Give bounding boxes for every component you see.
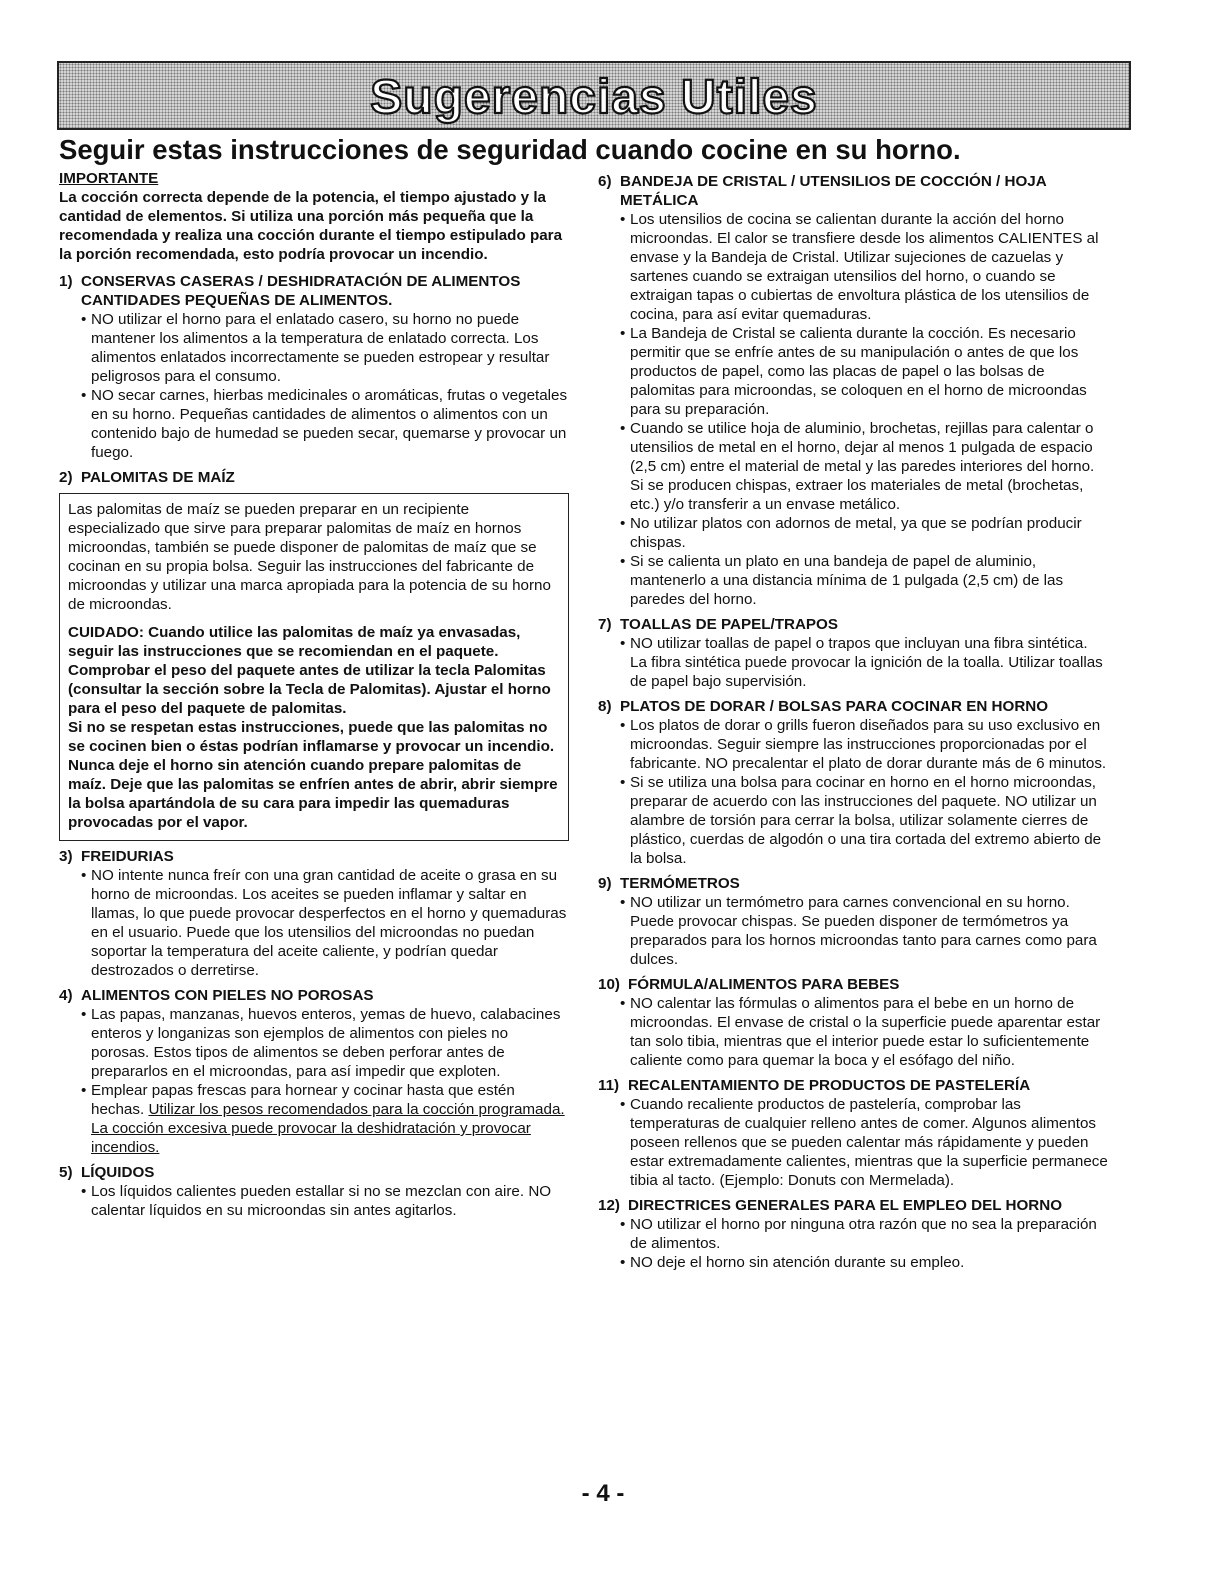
section-number: 8) xyxy=(598,698,612,715)
section-number: 2) xyxy=(59,469,73,486)
section-title xyxy=(59,986,569,1005)
section-number: 5) xyxy=(59,1164,73,1181)
list-item: • Cuando recaliente productos de pastelería, comprobar las temperaturas de cualquier relleno antes de comer. Algunos alimentos poseen rellenos que se pueden calentar más rápidamente y pueden estar extremadamente calientes, mientras que la superficie permanece tibia al tacto. (Ejemplo: Donuts con Mermelada). xyxy=(620,1095,1108,1190)
list-item: • NO intente nunca freír con una gran cantidad de aceite o grasa en su horno de microondas. Los aceites se pueden inflamar y saltar en llamas, lo que puede provocar desperfectos en el horno y quemaduras en el usuario. Puede que los utensilios del microondas no puedan soportar la temperatura del aceite caliente, y podrían quedar destrozados o derretirse. xyxy=(81,866,569,980)
list-item: • NO secar carnes, hierbas medicinales o aromáticas, frutas o vegetales en su horno. Pequeñas cantidades de alimentos o alimentos con un contenido bajo de humedad se pueden secar, quemarse y provocar un fuego. xyxy=(81,386,569,462)
section-title-text: BANDEJA DE CRISTAL / UTENSILIOS DE COCCIÓN / HOJA METÁLICA xyxy=(620,173,1047,209)
section-12 xyxy=(598,1196,1108,1272)
list-item: • Si se utiliza una bolsa para cocinar en horno en el horno microondas, preparar de acuerdo con las instrucciones del paquete. NO utilizar un alambre de torsión para cerrar la bolsa, utilizar solamente cierres de plástico, cuerdas de algodón o una tira cortada del extremo abierto de la bolsa. xyxy=(620,773,1108,868)
section-title-text: CONSERVAS CASERAS / DESHIDRATACIÓN DE ALIMENTOS CANTIDADES PEQUEÑAS DE ALIMENTOS. xyxy=(81,273,521,309)
section-number: 11) xyxy=(598,1077,620,1094)
section-5 xyxy=(59,1163,569,1220)
box-text: Las palomitas de maíz se pueden preparar en un recipiente especializado que sirve para preparar palomitas de maíz en hornos microondas, también se puede disponer de palomitas de maíz que se cocinan en su propia bolsa. Seguir las instrucciones del fabricante de microondas y utilizar una marca apropiada para la potencia de su horno de microondas. xyxy=(68,501,551,613)
section-title xyxy=(598,697,1108,716)
list-item: • NO utilizar toallas de papel o trapos que incluyan una fibra sintética. La fibra sintética puede provocar la ignición de la toalla. Utilizar toallas de papel bajo supervisión. xyxy=(620,634,1108,691)
page-heading: Seguir estas instrucciones de seguridad cuando cocine en su horno. xyxy=(59,134,961,165)
list-item: • Los utensilios de cocina se calientan durante la acción del horno microondas. El calor se transfiere desde los alimentos CALIENTES al envase y la Bandeja de Cristal. Utilizar sujeciones de cazuelas y sartenes cuando se extraigan utensilios del horno, o cuando se extraigan tapas o cubiertas de envoltura plástica de los utensilios de cocina, para así evitar quemaduras. xyxy=(620,210,1108,324)
section-8 xyxy=(598,697,1108,868)
section-title xyxy=(598,172,1108,210)
underlined-warning: Utilizar los pesos recomendados para la cocción programada. La cocción excesiva puede provocar la deshidratación y provocar incendios. xyxy=(91,1101,565,1156)
section-title xyxy=(59,1163,569,1182)
section-number: 1) xyxy=(59,273,73,290)
section-title-text: FÓRMULA/ALIMENTOS PARA BEBES xyxy=(628,976,900,993)
list-item: • Los líquidos calientes pueden estallar si no se mezclan con aire. NO calentar líquidos en su microondas sin antes agitarlos. xyxy=(81,1182,569,1220)
section-title xyxy=(598,975,1108,994)
right-column xyxy=(598,172,1108,1278)
section-title xyxy=(59,847,569,866)
section-title xyxy=(598,1196,1108,1215)
list-item: • Los platos de dorar o grills fueron diseñados para su uso exclusivo en microondas. Seguir siempre las instrucciones proporcionadas por el fabricante. NO precalentar el plato de dorar durante más de 6 minutos. xyxy=(620,716,1108,773)
section-title-text: PLATOS DE DORAR / BOLSAS PARA COCINAR EN HORNO xyxy=(620,698,1049,715)
section-2 xyxy=(59,468,569,841)
section-title-text: DIRECTRICES GENERALES PARA EL EMPLEO DEL HORNO xyxy=(628,1197,1063,1214)
left-column xyxy=(59,169,569,1226)
section-number: 12) xyxy=(598,1197,620,1214)
important-label: IMPORTANTE xyxy=(59,170,159,187)
section-3 xyxy=(59,847,569,980)
section-title-text: PALOMITAS DE MAÍZ xyxy=(81,469,235,486)
section-6 xyxy=(598,172,1108,609)
popcorn-notice-box xyxy=(59,493,569,841)
section-title xyxy=(598,615,1108,634)
important-text: La cocción correcta depende de la potencia, el tiempo ajustado y la cantidad de elementos. Si utiliza una porción más pequeña que la recomendada y realiza una cocción durante el tiempo estipulado para la porción recomendada, esto podría provocar un incendio. xyxy=(59,189,563,263)
section-title-text: RECALENTAMIENTO DE PRODUCTOS DE PASTELERÍA xyxy=(628,1077,1031,1094)
section-title-text: ALIMENTOS CON PIELES NO POROSAS xyxy=(81,987,374,1004)
section-10 xyxy=(598,975,1108,1070)
section-number: 10) xyxy=(598,976,620,993)
list-item: • La Bandeja de Cristal se calienta durante la cocción. Es necesario permitir que se enfríe antes de su manipulación o antes de que los productos de papel, como las placas de papel o las bolsas de palomitas para microondas, se coloquen en el horno de microondas para su preparación. xyxy=(620,324,1108,419)
section-title xyxy=(59,468,569,487)
list-item: • Si se calienta un plato en una bandeja de papel de aluminio, mantenerlo a una distancia mínima de 1 pulgada (2,5 cm) de las paredes del horno. xyxy=(620,552,1108,609)
section-number: 9) xyxy=(598,875,612,892)
banner-title: Sugerencias Utiles xyxy=(370,71,818,124)
section-number: 7) xyxy=(598,616,612,633)
section-title-text: TERMÓMETROS xyxy=(620,875,740,892)
section-title-text: LÍQUIDOS xyxy=(81,1164,155,1181)
section-title xyxy=(598,874,1108,893)
list-item: • Cuando se utilice hoja de aluminio, brochetas, rejillas para calentar o utensilios de metal en el horno, dejar al menos 1 pulgada de espacio (2,5 cm) entre el material de metal y las paredes interiores del horno. Si se producen chispas, extraer los materiales de metal (brochetas, etc.) y/o transferir a un envase metálico. xyxy=(620,419,1108,514)
section-number: 3) xyxy=(59,848,73,865)
page-number: - 4 - xyxy=(581,1480,625,1507)
section-number: 4) xyxy=(59,987,73,1004)
section-11 xyxy=(598,1076,1108,1190)
list-item: • No utilizar platos con adornos de metal, ya que se podrían producir chispas. xyxy=(620,514,1108,552)
section-number: 6) xyxy=(598,173,612,190)
warning-text: Si no se respetan estas instrucciones, puede que las palomitas no se cocinen bien o éstas podrían inflamarse y provocar un incendio. Nunca deje el horno sin atención cuando prepare palomitas de maíz. Deje que las palomitas se enfríen antes de abrir, abrir siempre la bolsa apartándola de su cara para impedir las quemaduras provocadas por el vapor. xyxy=(68,719,558,831)
list-item: • NO calentar las fórmulas o alimentos para el bebe en un horno de microondas. El envase de cristal o la superficie puede aparentar estar tan solo tibia, mientras que el interior puede estar lo suficientemente caliente como para quemar la boca y el esófago del niño. xyxy=(620,994,1108,1070)
section-title xyxy=(59,272,569,310)
section-7 xyxy=(598,615,1108,691)
section-title xyxy=(598,1076,1108,1095)
section-4 xyxy=(59,986,569,1157)
title-banner xyxy=(57,61,1131,130)
section-title-text: TOALLAS DE PAPEL/TRAPOS xyxy=(620,616,838,633)
section-9 xyxy=(598,874,1108,969)
list-item: • Las papas, manzanas, huevos enteros, yemas de huevo, calabacines enteros y longanizas son ejemplos de alimentos con pieles no porosas. Estos tipos de alimentos se deben perforar antes de prepararlos en el microondas, para así impedir que exploten. xyxy=(81,1005,569,1081)
section-title-text: FREIDURIAS xyxy=(81,848,174,865)
list-item: • NO utilizar el horno para el enlatado casero, su horno no puede mantener los alimentos a la temperatura de enlatado correcta. Los alimentos enlatados incorrectamente se pueden estropear y resultar peligrosos para el consumo. xyxy=(81,310,569,386)
list-item xyxy=(81,1081,569,1157)
caution-text: CUIDADO: Cuando utilice las palomitas de maíz ya envasadas, seguir las instrucciones que se recomiendan en el paquete. Comprobar el peso del paquete antes de utilizar la tecla Palomitas (consultar la sección sobre la Tecla de Palomitas). Ajustar el horno para el peso del paquete de palomitas. xyxy=(68,624,551,717)
list-item: • NO utilizar un termómetro para carnes convencional en su horno. Puede provocar chispas. Se pueden disponer de termómetros ya preparados para los hornos microondas tanto para carnes como para dulces. xyxy=(620,893,1108,969)
bullet-text: Emplear papas frescas para hornear y cocinar hasta que estén hechas. xyxy=(91,1082,515,1118)
list-item: • NO utilizar el horno por ninguna otra razón que no sea la preparación de alimentos. xyxy=(620,1215,1108,1253)
section-1 xyxy=(59,272,569,462)
list-item: • NO deje el horno sin atención durante su empleo. xyxy=(620,1253,1108,1272)
